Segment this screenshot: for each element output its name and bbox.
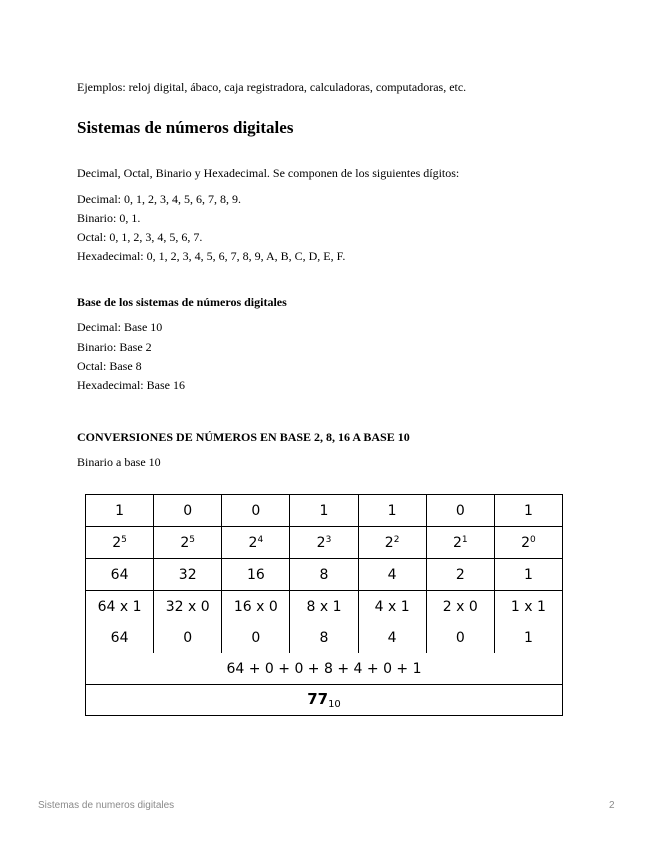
product-cell: 8 x 1 xyxy=(290,591,358,623)
power-cell: $2^3$ xyxy=(290,527,358,559)
value-cell: 2 xyxy=(426,559,494,591)
product-cell: 16 x 0 xyxy=(222,591,290,623)
result-cell: 4 xyxy=(358,622,426,653)
product-cell: 1 x 1 xyxy=(494,591,562,623)
result-cell: 1 xyxy=(494,622,562,653)
value-cell: 16 xyxy=(222,559,290,591)
digits-binary: Binario: 0, 1. xyxy=(77,211,141,225)
section-heading-bases: Base de los sistemas de números digitales xyxy=(77,295,287,309)
product-cell: 4 x 1 xyxy=(358,591,426,623)
base-octal: Octal: Base 8 xyxy=(77,359,142,373)
powers-row xyxy=(86,527,563,559)
values-row xyxy=(86,559,563,591)
bits-row xyxy=(86,495,563,527)
bit-cell: 0 xyxy=(426,495,494,527)
binary-conversion-table xyxy=(85,494,563,716)
digits-decimal: Decimal: 0, 1, 2, 3, 4, 5, 6, 7, 8, 9. xyxy=(77,192,241,206)
results-row xyxy=(86,622,563,653)
power-cell: $2^0$ xyxy=(494,527,562,559)
value-cell: 8 xyxy=(290,559,358,591)
value-cell: 1 xyxy=(494,559,562,591)
result-cell: 0 xyxy=(154,622,222,653)
footer-title: Sistemas de numeros digitales xyxy=(38,800,175,811)
sum-row xyxy=(86,653,563,685)
section-heading-digital-systems: Sistemas de números digitales xyxy=(77,118,294,137)
final-result-row xyxy=(86,685,563,716)
bit-cell: 1 xyxy=(494,495,562,527)
bit-cell: 1 xyxy=(86,495,154,527)
digits-octal: Octal: 0, 1, 2, 3, 4, 5, 6, 7. xyxy=(77,230,203,244)
base-decimal: Decimal: Base 10 xyxy=(77,320,163,334)
power-cell: $2^2$ xyxy=(358,527,426,559)
bit-cell: 1 xyxy=(290,495,358,527)
bit-cell: 0 xyxy=(222,495,290,527)
result-cell: 0 xyxy=(426,622,494,653)
final-result-cell: $77_{10}$ xyxy=(86,685,563,716)
result-cell: 64 xyxy=(86,622,154,653)
power-cell: $2^4$ xyxy=(222,527,290,559)
page-number: 2 xyxy=(609,800,615,811)
binary-to-base10-subtitle: Binario a base 10 xyxy=(77,455,161,469)
power-cell: $2^1$ xyxy=(426,527,494,559)
value-cell: 64 xyxy=(86,559,154,591)
section-heading-conversions: CONVERSIONES DE NÚMEROS EN BASE 2, 8, 16 A BASE 10 xyxy=(77,430,410,444)
product-cell: 2 x 0 xyxy=(426,591,494,623)
examples-text: Ejemplos: reloj digital, ábaco, caja registradora, calculadoras, computadoras, etc. xyxy=(77,80,467,94)
result-cell: 8 xyxy=(290,622,358,653)
products-row xyxy=(86,591,563,623)
value-cell: 4 xyxy=(358,559,426,591)
bit-cell: 1 xyxy=(358,495,426,527)
base-binary: Binario: Base 2 xyxy=(77,340,152,354)
result-cell: 0 xyxy=(222,622,290,653)
digits-description: Decimal, Octal, Binario y Hexadecimal. Se componen de los siguientes dígitos: xyxy=(77,166,460,180)
power-cell: $2^5$ xyxy=(86,527,154,559)
sum-cell: 64 + 0 + 0 + 8 + 4 + 0 + 1 xyxy=(86,653,563,685)
digits-hexadecimal: Hexadecimal: 0, 1, 2, 3, 4, 5, 6, 7, 8, 9, A, B, C, D, E, F. xyxy=(77,249,346,263)
bit-cell: 0 xyxy=(154,495,222,527)
product-cell: 32 x 0 xyxy=(154,591,222,623)
base-hexadecimal: Hexadecimal: Base 16 xyxy=(77,378,185,392)
product-cell: 64 x 1 xyxy=(86,591,154,623)
power-cell: $2^5$ xyxy=(154,527,222,559)
value-cell: 32 xyxy=(154,559,222,591)
